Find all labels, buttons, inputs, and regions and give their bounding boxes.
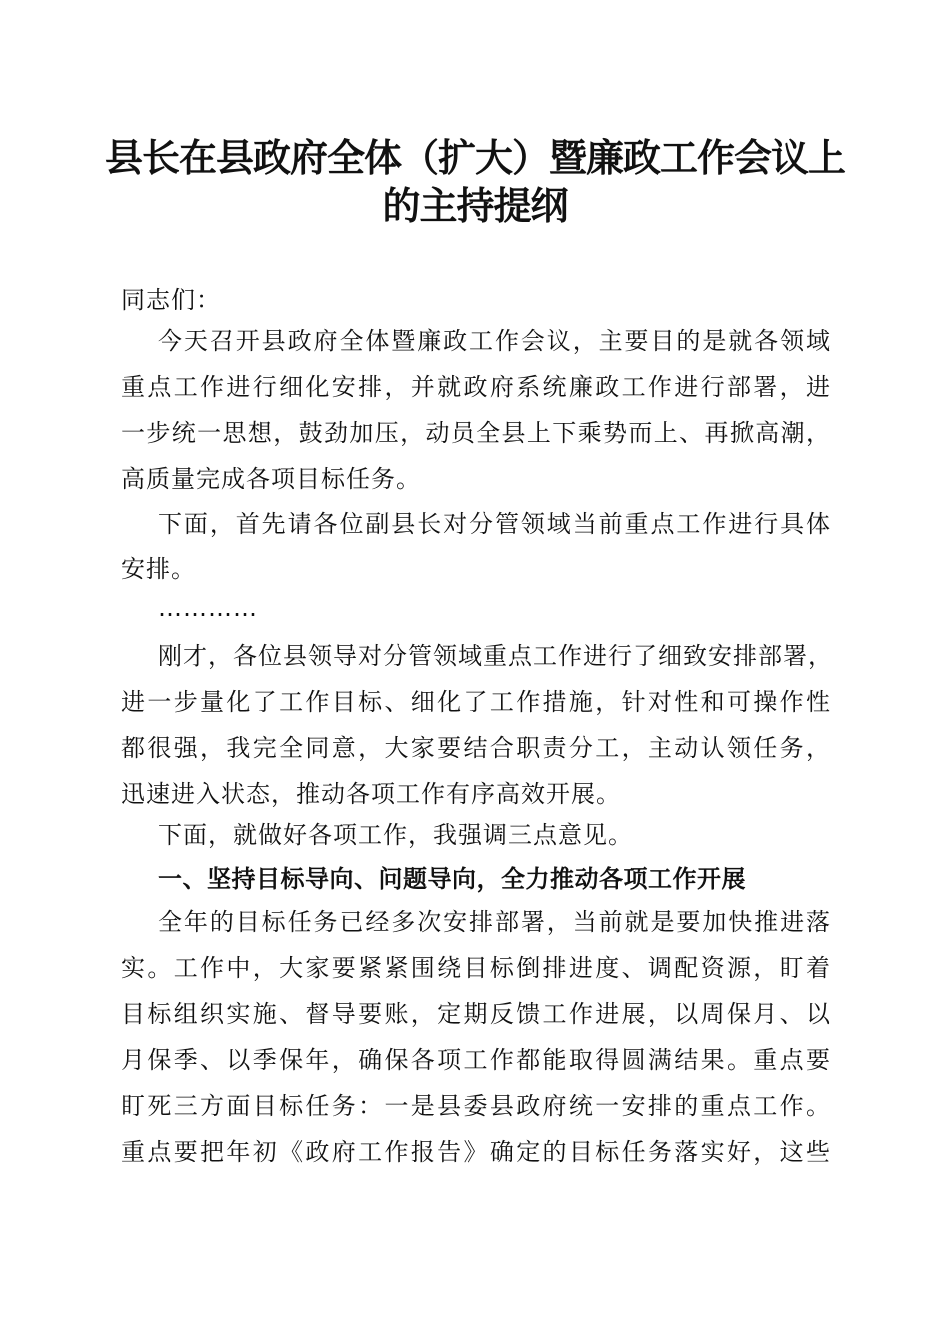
paragraph-line: 重点要把年初《政府工作报告》确定的目标任务落实好，这些 bbox=[121, 1138, 831, 1166]
paragraph-line: 迅速进入状态，推动各项工作有序高效开展。 bbox=[121, 780, 621, 808]
paragraph-line: 高质量完成各项目标任务。 bbox=[121, 465, 421, 493]
paragraph-line: 安排。 bbox=[121, 555, 196, 583]
salutation: 同志们： bbox=[121, 286, 221, 314]
section-heading: 一、坚持目标导向、问题导向，全力推动各项工作开展 bbox=[158, 865, 746, 893]
paragraph-line: 月保季、以季保年，确保各项工作都能取得圆满结果。重点要 bbox=[121, 1046, 831, 1074]
paragraph-line: 都很强，我完全同意，大家要结合职责分工，主动认领任务， bbox=[121, 734, 831, 762]
paragraph-line: 下面，首先请各位副县长对分管领域当前重点工作进行具体 bbox=[158, 510, 831, 538]
paragraph-line: 目标组织实施、督导要账，定期反馈工作进展，以周保月、以 bbox=[121, 1000, 831, 1028]
ellipsis: ………… bbox=[158, 594, 258, 622]
paragraph-line: 重点工作进行细化安排，并就政府系统廉政工作进行部署，进 bbox=[121, 373, 831, 401]
paragraph-line: 今天召开县政府全体暨廉政工作会议，主要目的是就各领域 bbox=[158, 327, 831, 355]
paragraph-line: 刚才，各位县领导对分管领域重点工作进行了细致安排部署， bbox=[158, 642, 833, 670]
paragraph-line: 全年的目标任务已经多次安排部署，当前就是要加快推进落 bbox=[158, 908, 831, 936]
paragraph-line: 实。工作中，大家要紧紧围绕目标倒排进度、调配资源，盯着 bbox=[121, 954, 831, 982]
paragraph-line: 下面，就做好各项工作，我强调三点意见。 bbox=[158, 821, 633, 849]
paragraph-line: 一步统一思想，鼓劲加压，动员全县上下乘势而上、再掀高潮， bbox=[121, 419, 831, 447]
document-title-line-2: 的主持提纲 bbox=[382, 183, 568, 228]
document-title-line-1: 县长在县政府全体（扩大）暨廉政工作会议上 bbox=[104, 135, 845, 180]
paragraph-line: 盯死三方面目标任务：一是县委县政府统一安排的重点工作。 bbox=[121, 1092, 831, 1120]
paragraph-line: 进一步量化了工作目标、细化了工作措施，针对性和可操作性 bbox=[121, 688, 831, 716]
